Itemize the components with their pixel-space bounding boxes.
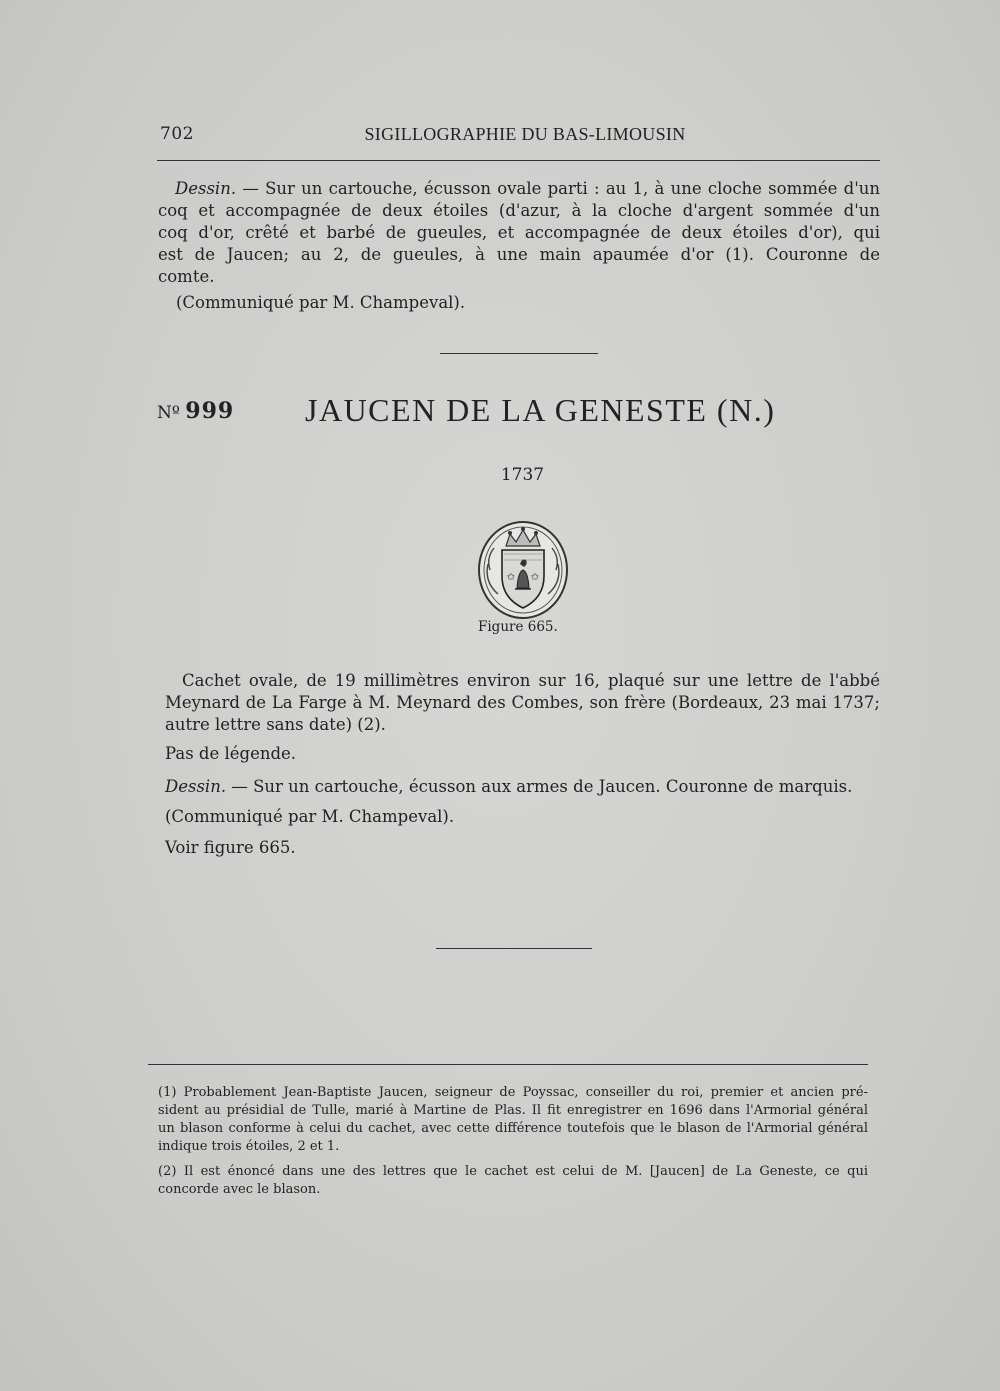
entry-title: JAUCEN DE LA GENESTE (N.): [305, 392, 776, 428]
number-value: 999: [185, 398, 235, 424]
communique-line: (Communiqué par M. Champeval).: [165, 807, 455, 826]
section-rule: [436, 948, 592, 949]
page-number: 702: [160, 124, 194, 144]
svg-text:✩: ✩: [530, 572, 540, 583]
text-line: (1) Probablement Jean-Baptiste Jaucen, seigneur de Poyssac, conseiller du roi, premier et ancien pré-: [158, 1085, 868, 1100]
text-line: (2) Il est énoncé dans une des lettres que le cachet est celui de M. [Jaucen] de La Geneste, ce qui: [158, 1164, 868, 1179]
text-line: concorde avec le blason.: [158, 1182, 321, 1197]
description-paragraph: [165, 670, 880, 736]
footnote-2: [158, 1163, 868, 1199]
text-line: Cachet ovale, de 19 millimètres environ sur 16, plaqué sur une lettre de l'abbé: [182, 671, 880, 690]
text-line: sident au présidial de Tulle, marié à Martine de Plas. Il fit enregistrer en 1696 dans l'Armorial général: [158, 1103, 868, 1118]
prev-dessin-paragraph: [158, 178, 880, 288]
footnote-rule: [148, 1064, 868, 1065]
text-line: Meynard de La Farge à M. Meynard des Combes, son frère (Bordeaux, 23 mai 1737;: [165, 693, 880, 712]
footnote-1: [158, 1084, 868, 1156]
prev-communique: (Communiqué par M. Champeval).: [176, 293, 466, 312]
number-prefix: Nº: [157, 403, 180, 423]
text-line: coq et accompagnée de deux étoiles (d'azur, à la cloche d'argent sommée d'un: [158, 201, 880, 220]
header-rule: [157, 160, 880, 161]
entry-year: 1737: [500, 465, 545, 485]
text-line: est de Jaucen; au 2, de gueules, à une main apaumée d'or (1). Couronne de: [158, 245, 880, 264]
running-title: SIGILLOGRAPHIE DU BAS-LIMOUSIN: [364, 124, 686, 144]
text-line: indique trois étoiles, 2 et 1.: [158, 1139, 340, 1154]
dessin-line: Dessin. — Sur un cartouche, écusson aux armes de Jaucen. Couronne de marquis.: [165, 777, 853, 796]
text-line: autre lettre sans date) (2).: [165, 715, 386, 734]
svg-text:✩: ✩: [506, 572, 516, 583]
section-rule: [440, 353, 598, 354]
dessin-label: Dessin.: [175, 179, 237, 198]
voir-figure-line: Voir figure 665.: [165, 838, 296, 857]
text-line: coq d'or, crêté et barbé de gueules, et accompagnée de deux étoiles d'or), qui: [158, 223, 880, 242]
legende-line: Pas de légende.: [165, 744, 297, 763]
figure-caption: Figure 665.: [478, 619, 558, 635]
text-line: Dessin. — Sur un cartouche, écusson ovale parti : au 1, à une cloche sommée d'un: [175, 179, 880, 198]
seal-figure: [476, 520, 570, 620]
text-line: un blason conforme à celui du cachet, avec cette différence toutefois que le blason de l'Armorial général: [158, 1121, 868, 1136]
entry-number: [157, 398, 234, 424]
text-line: comte.: [158, 267, 215, 286]
dessin-label: Dessin.: [165, 777, 227, 796]
